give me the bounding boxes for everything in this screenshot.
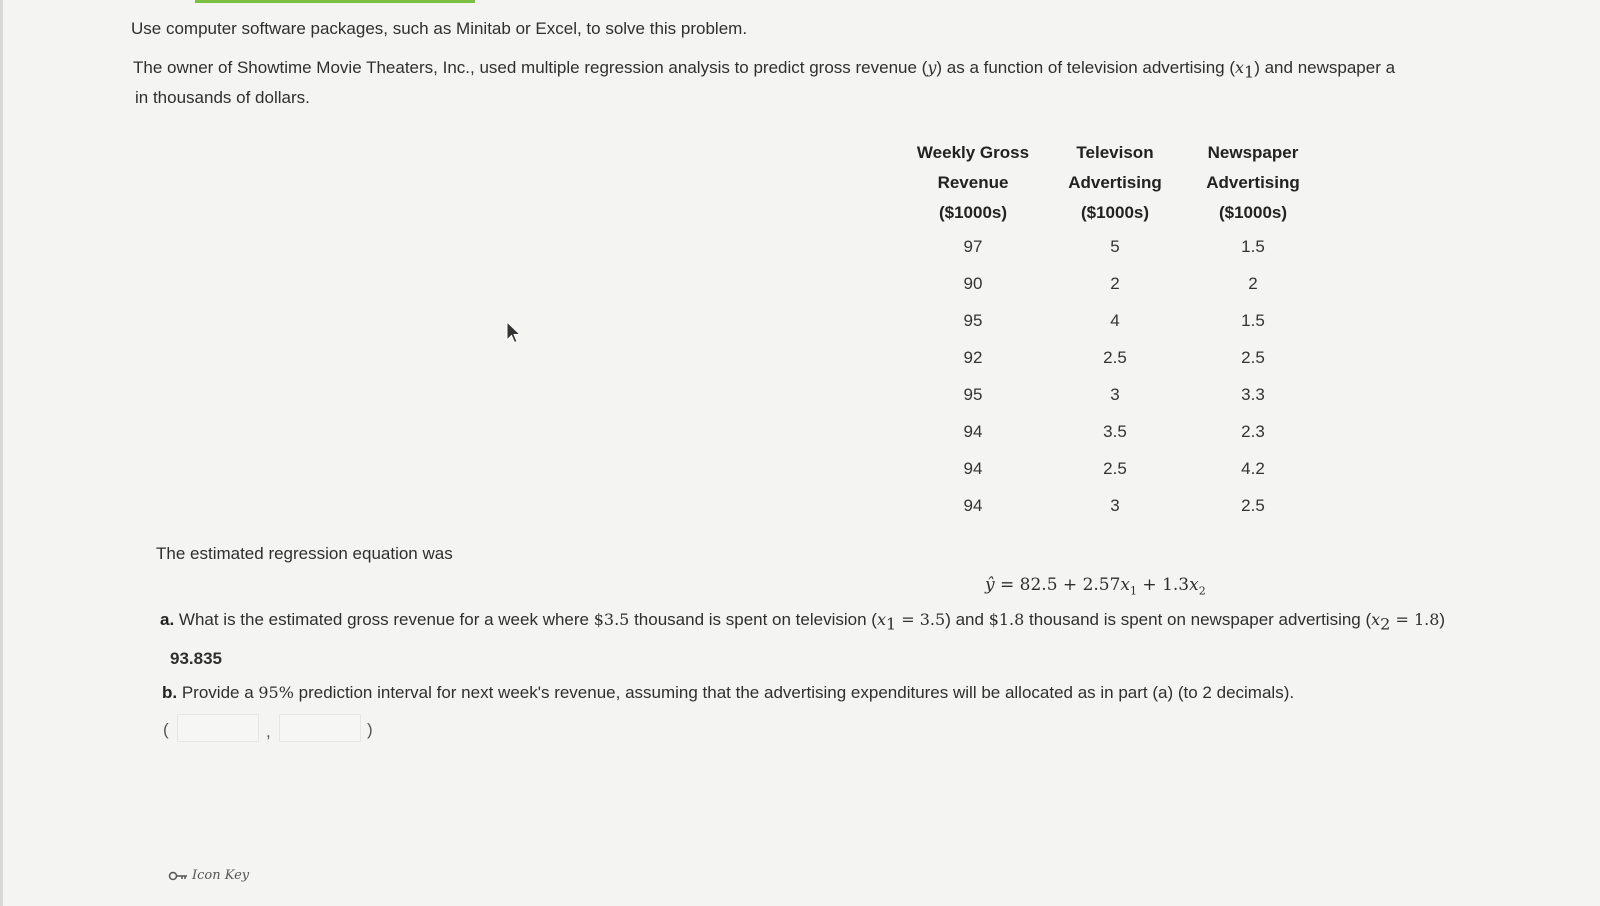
cell-revenue: 94 <box>963 458 983 478</box>
cell-revenue: 92 <box>963 347 983 367</box>
x2-var-sub: 2 <box>1380 614 1391 634</box>
table-row <box>900 228 1322 265</box>
mouse-pointer-icon <box>506 321 522 345</box>
icon-key-label: Icon Key <box>192 868 250 883</box>
cell-tv: 4 <box>1110 310 1120 330</box>
table-row <box>900 265 1322 302</box>
cell-tv: 5 <box>1110 236 1120 256</box>
cell-tv: 2.5 <box>1103 458 1127 478</box>
table-row <box>900 487 1322 524</box>
cell-tv: 2 <box>1110 273 1120 293</box>
question-a-text-5: ) <box>1439 610 1446 629</box>
interval-comma: , <box>266 722 271 741</box>
left-edge <box>0 0 3 906</box>
question-a-label: a. <box>160 610 175 629</box>
cell-tv: 3 <box>1110 495 1120 515</box>
close-paren: ) <box>367 720 373 739</box>
cell-revenue: 95 <box>963 384 983 404</box>
cell-revenue: 97 <box>963 236 983 256</box>
table-row <box>900 450 1322 487</box>
question-b <box>162 683 1294 703</box>
cell-tv: 2.5 <box>1103 347 1127 367</box>
equation-constant: = 82.5 + 2.57 <box>994 575 1121 595</box>
question-b-text-1: Provide a <box>177 683 259 702</box>
cell-newspaper: 1.5 <box>1241 310 1265 330</box>
regression-intro: The estimated regression equation was <box>156 544 453 563</box>
prediction-interval <box>163 712 383 746</box>
problem-text-b: ) as a function of television advertising ( <box>936 58 1235 77</box>
lower-bound-input[interactable] <box>177 714 259 742</box>
progress-accent-bar <box>195 0 475 3</box>
cell-revenue: 94 <box>963 495 983 515</box>
header-television-advertising: Televison Advertising ($1000s) <box>1068 143 1162 222</box>
tv-spend-value: $3.5 <box>593 610 630 629</box>
upper-bound-input[interactable] <box>279 714 361 742</box>
question-a-text-2: thousand is spent on television ( <box>629 610 877 629</box>
question-a <box>160 610 1445 633</box>
cell-revenue: 90 <box>963 273 983 293</box>
y-hat-symbol: ŷ <box>985 575 995 595</box>
cell-newspaper: 2.5 <box>1241 495 1265 515</box>
cell-newspaper: 2.5 <box>1241 347 1265 367</box>
instructions-text: Use computer software packages, such as Minitab or Excel, to solve this problem. <box>131 19 748 38</box>
table-row <box>900 339 1322 376</box>
question-b-text-2: prediction interval for next week's revenue, assuming that the advertising expenditures will be allocated as in part (a) (to 2 decimals). <box>293 683 1295 702</box>
equation-x1-sub: 1 <box>1130 584 1138 598</box>
question-a-text-4: thousand is spent on newspaper advertising ( <box>1024 610 1372 629</box>
problem-text-a: The owner of Showtime Movie Theaters, Inc., used multiple regression analysis to predict gross revenue ( <box>133 58 928 77</box>
icon-key-link[interactable] <box>168 868 249 883</box>
x1-var-sub: 1 <box>885 614 897 634</box>
equation-plus: + 1.3 <box>1137 575 1190 595</box>
open-paren: ( <box>163 720 169 739</box>
table-row <box>900 376 1322 413</box>
x1-subscript: 1 <box>1244 62 1255 82</box>
cell-revenue: 94 <box>963 421 983 441</box>
question-a-text-1: What is the estimated gross revenue for a week where <box>174 610 594 629</box>
cell-revenue: 95 <box>963 310 983 330</box>
key-icon <box>168 870 188 882</box>
data-table <box>900 138 1322 524</box>
cell-newspaper: 1.5 <box>1241 236 1265 256</box>
x2-var: x <box>1371 610 1381 629</box>
header-newspaper-advertising: Newspaper Advertising ($1000s) <box>1206 143 1300 222</box>
cell-tv: 3 <box>1110 384 1120 404</box>
regression-equation <box>985 575 1206 597</box>
cell-newspaper: 2 <box>1248 273 1258 293</box>
x2-value: = 1.8 <box>1390 610 1440 629</box>
table-header-row <box>900 138 1322 228</box>
cell-newspaper: 2.3 <box>1241 421 1265 441</box>
x1-value: = 3.5 <box>896 610 946 629</box>
cell-newspaper: 4.2 <box>1241 458 1265 478</box>
problem-line-1 <box>133 58 1395 81</box>
question-b-label: b. <box>162 683 178 702</box>
problem-text-c: ) and newspaper a <box>1254 58 1396 77</box>
x1-symbol: x <box>1235 58 1245 77</box>
question-a-text-3: ) and <box>945 610 989 629</box>
news-spend-value: $1.8 <box>988 610 1025 629</box>
y-symbol: y <box>927 58 937 77</box>
header-weekly-gross-revenue: Weekly Gross Revenue ($1000s) <box>916 143 1030 222</box>
equation-x1: x <box>1120 575 1131 595</box>
x1-var: x <box>876 610 886 629</box>
equation-x2-sub: 2 <box>1198 584 1206 598</box>
cell-newspaper: 3.3 <box>1241 384 1265 404</box>
table-row <box>900 413 1322 450</box>
cell-tv: 3.5 <box>1103 421 1127 441</box>
equation-x2: x <box>1189 575 1199 595</box>
table-row <box>900 302 1322 339</box>
problem-line-2: in thousands of dollars. <box>135 88 310 107</box>
answer-a-value: 93.835 <box>170 649 222 668</box>
confidence-level: 95% <box>258 683 294 702</box>
